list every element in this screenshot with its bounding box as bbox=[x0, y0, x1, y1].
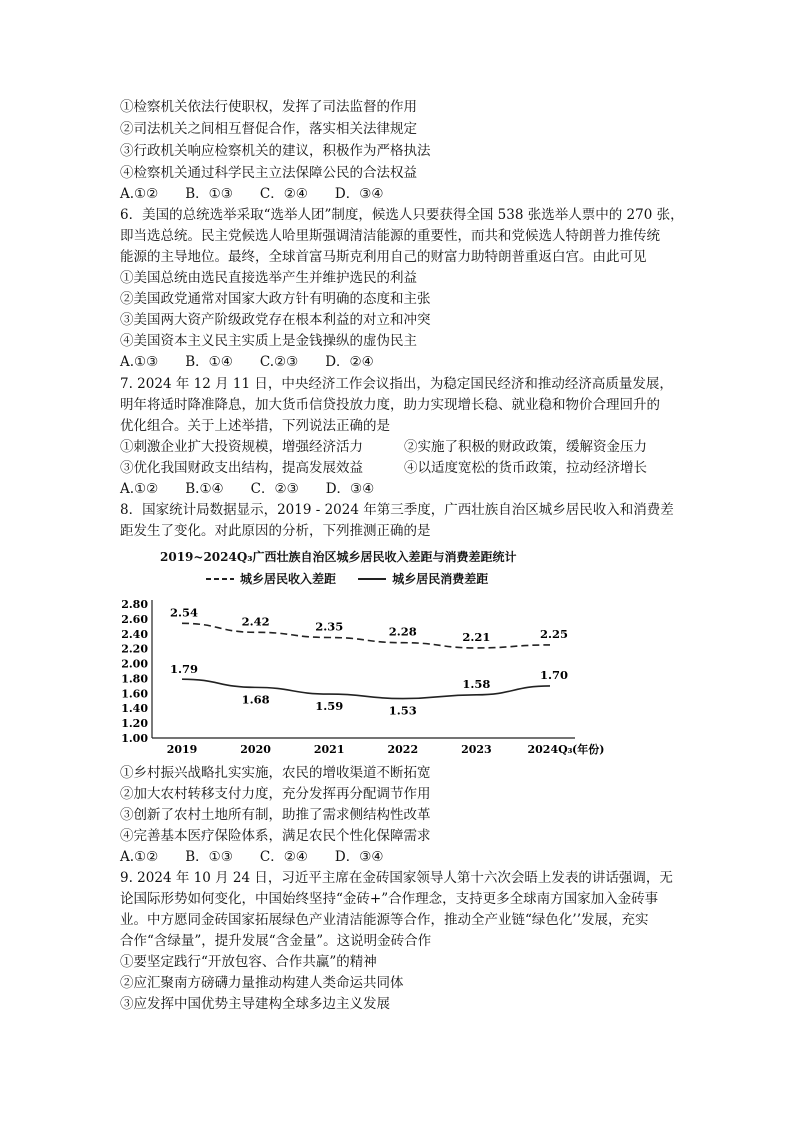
y-tick-label: 1.60 bbox=[121, 687, 148, 701]
q7-option-4: ④以适度宽松的货币政策，拉动经济增长 bbox=[404, 460, 647, 476]
q6-stem-line-3: 能源的主导地位。最终，全球首富马斯克利用自己的财富力助特朗普重返白宫。由此可见 bbox=[120, 249, 647, 265]
income-gap-data-label: 2.28 bbox=[388, 624, 417, 639]
q8-option-4: ④完善基本医疗保险体系，满足农民个性化保障需求 bbox=[120, 828, 431, 844]
q9-option-3: ③应发挥中国优势主导建构全球多边主义发展 bbox=[120, 996, 390, 1012]
q7-option-1: ①刺激企业扩大投资规模，增强经济活力 bbox=[120, 439, 363, 455]
q8-stem-line-2: 距发生了变化。对此原因的分析，下列推测正确的是 bbox=[120, 523, 431, 539]
q7-options-row-2 bbox=[120, 458, 680, 478]
y-tick-label: 1.00 bbox=[121, 732, 148, 745]
consumption-gap-data-label: 1.58 bbox=[462, 676, 491, 691]
x-tick-label: 2023 bbox=[461, 743, 492, 756]
q8-answer-choices: A.①② B．①③ C．②④ D．③④ bbox=[120, 849, 384, 865]
x-tick-label: 2020 bbox=[240, 743, 271, 756]
q6-option-3: ③美国两大资产阶级政党存在根本利益的对立和冲突 bbox=[120, 312, 431, 328]
q6-stem-line-1: 6．美国的总统选举采取“选举人团”制度，候选人只要获得全国 538 张选举人票中的 270 张， bbox=[120, 207, 684, 223]
legend-label-consumption: 城乡居民消费差距 bbox=[392, 572, 489, 586]
income-gap-data-label: 2.54 bbox=[169, 605, 199, 620]
q9-option-1: ①要坚定践行“开放包容、合作共赢”的精神 bbox=[120, 954, 377, 970]
q8-stem-line-1: 8．国家统计局数据显示，2019 - 2024 年第三季度，广西壮族自治区城乡居民收入和消费差 bbox=[120, 502, 674, 518]
consumption-gap-data-label: 1.68 bbox=[241, 692, 270, 707]
consumption-gap-series-line bbox=[182, 676, 550, 698]
y-tick-label: 2.80 bbox=[121, 598, 148, 611]
q7-options-row-1 bbox=[120, 437, 680, 457]
q9-option-2: ②应汇聚南方磅礴力量推动构建人类命运共同体 bbox=[120, 975, 404, 991]
income-gap-data-label: 2.35 bbox=[315, 619, 344, 634]
income-gap-data-label: 2.42 bbox=[241, 614, 270, 629]
chart-title: 2019~2024Q₃广西壮族自治区城乡居民收入差距与消费差距统计 bbox=[160, 550, 517, 564]
q7-stem-line-3: 优化组合。关于上述举措，下列说法正确的是 bbox=[120, 418, 390, 434]
q9-stem-line-1: 9. 2024 年 10 月 24 日，习近平主席在金砖国家领导人第十六次会晤上发表的讲话强调，无 bbox=[120, 870, 673, 886]
y-tick-label: 1.80 bbox=[121, 672, 148, 686]
q9-stem-line-4: 合作“含绿量”，提升发展“含金量”。这说明金砖合作 bbox=[120, 933, 432, 949]
q5-answer-choices: A.①② B．①③ C．②④ D．③④ bbox=[120, 186, 384, 202]
y-tick-label: 2.00 bbox=[121, 657, 148, 671]
income-gap-data-label: 2.21 bbox=[462, 629, 491, 644]
income-gap-series-line bbox=[182, 623, 550, 648]
q9-stem-line-3: 业。中方愿同金砖国家拓展绿色产业清洁能源等合作，推动全产业链“绿色化’’发展，充实 bbox=[120, 912, 649, 928]
q7-stem-line-2: 明年将适时降准降息，加大货币信贷投放力度，助力实现增长稳、就业稳和物价合理回升的 bbox=[120, 397, 660, 413]
chart-plot-area bbox=[110, 548, 605, 758]
q5-option-1: ①检察机关依法行使职权，发挥了司法监督的作用 bbox=[120, 99, 417, 115]
q6-stem-line-2: 即当选总统。民主党候选人哈里斯强调清洁能源的重要性，而共和党候选人特朗普力推传统 bbox=[120, 228, 660, 244]
q6-answer-choices: A.①③ B．①④ C.②③ D．②④ bbox=[120, 354, 374, 370]
y-tick-label: 1.20 bbox=[121, 717, 148, 731]
x-tick-label: 2024Q₃ bbox=[527, 743, 573, 756]
y-tick-label: 2.40 bbox=[121, 627, 148, 641]
legend-label-income: 城乡居民收入差距 bbox=[240, 572, 337, 586]
x-axis-label: (年份) bbox=[572, 743, 605, 756]
x-tick-label: 2019 bbox=[166, 743, 198, 756]
q5-option-3: ③行政机关响应检察机关的建议，积极作为严格执法 bbox=[120, 143, 431, 159]
consumption-gap-data-label: 1.53 bbox=[388, 703, 417, 718]
q7-answer-choices: A.①② B.①④ C．②③ D．③④ bbox=[120, 481, 375, 497]
consumption-gap-data-label: 1.79 bbox=[169, 662, 199, 677]
q7-option-2: ②实施了积极的财政政策，缓解资金压力 bbox=[404, 439, 647, 455]
q8-option-2: ②加大农村转移支付力度，充分发挥再分配调节作用 bbox=[120, 786, 431, 802]
q6-option-2: ②美国政党通常对国家大政方针有明确的态度和主张 bbox=[120, 291, 431, 307]
consumption-gap-data-label: 1.59 bbox=[315, 699, 344, 714]
q5-option-2: ②司法机关之间相互督促合作，落实相关法律规定 bbox=[120, 121, 417, 137]
x-tick-label: 2021 bbox=[313, 743, 345, 756]
y-tick-label: 1.40 bbox=[121, 702, 148, 716]
q8-option-3: ③创新了农村土地所有制，助推了需求侧结构性改革 bbox=[120, 807, 431, 823]
income-gap-data-label: 2.25 bbox=[539, 626, 569, 641]
q6-option-4: ④美国资本主义民主实质上是金钱操纵的虚伪民主 bbox=[120, 333, 417, 349]
q5-option-4: ④检察机关通过科学民主立法保障公民的合法权益 bbox=[120, 165, 417, 181]
q7-option-3: ③优化我国财政支出结构，提高发展效益 bbox=[120, 460, 363, 476]
y-tick-label: 2.20 bbox=[121, 642, 148, 656]
income-consumption-gap-chart bbox=[110, 548, 605, 758]
q7-stem-line-1: 7. 2024 年 12 月 11 日，中央经济工作会议指出，为稳定国民经济和推动经济高质量发展， bbox=[120, 376, 673, 392]
y-tick-label: 2.60 bbox=[121, 612, 148, 626]
consumption-gap-data-label: 1.70 bbox=[539, 667, 569, 682]
x-tick-label: 2022 bbox=[387, 743, 419, 756]
q8-option-1: ①乡村振兴战略扎实实施，农民的增收渠道不断拓宽 bbox=[120, 765, 431, 781]
q9-stem-line-2: 论国际形势如何变化，中国始终坚持“金砖+”合作理念，支持更多全球南方国家加入金砖事 bbox=[120, 891, 659, 907]
q6-option-1: ①美国总统由选民直接选举产生并维护选民的利益 bbox=[120, 270, 417, 286]
